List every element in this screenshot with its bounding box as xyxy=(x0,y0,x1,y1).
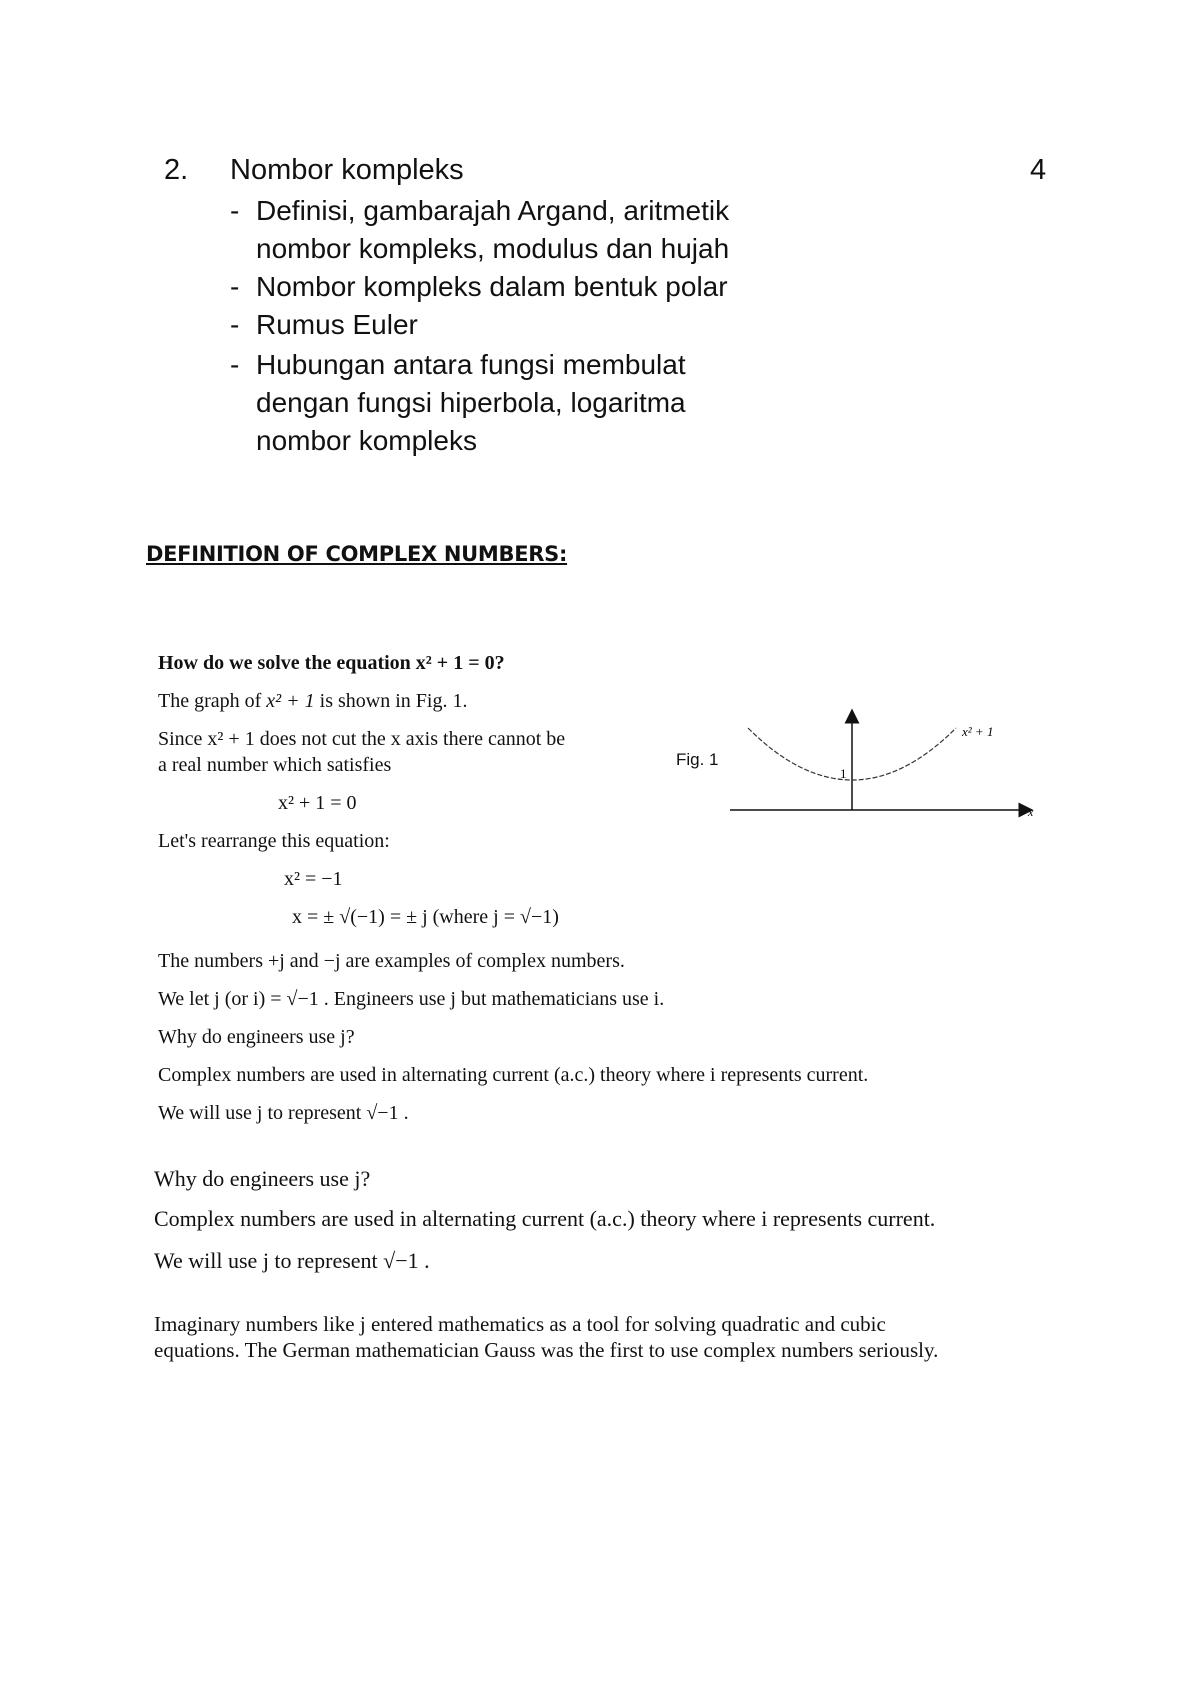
bullet-line: Definisi, gambarajah Argand, aritmetik xyxy=(256,195,730,226)
why-line: Why do engineers use j? xyxy=(158,1026,355,1048)
willuse-line-2: We will use j to represent √−1 . xyxy=(154,1248,430,1273)
rearrange-line: Let's rearrange this equation: xyxy=(158,830,390,852)
equation-1: x² + 1 = 0 xyxy=(278,792,357,814)
bullet-line: dengan fungsi hiperbola, logaritma xyxy=(256,387,686,418)
bullet-hyperbolic: - Hubungan antara fungsi membulat dengan fungsi hiperbola, logaritma nombor kompleks xyxy=(230,346,256,384)
since-line-2: a real number which satisfies xyxy=(158,754,392,776)
bullet-line: nombor kompleks xyxy=(256,425,477,456)
section-heading: DEFINITION OF COMPLEX NUMBERS: xyxy=(146,542,568,566)
bullet-line: Nombor kompleks dalam bentuk polar xyxy=(256,271,728,302)
equation-2: x² = −1 xyxy=(284,868,343,890)
welet-line: We let j (or i) = √−1 . Engineers use j but mathematicians use i. xyxy=(158,988,665,1010)
complex-line: Complex numbers are used in alternating current (a.c.) theory where i represents current. xyxy=(158,1064,869,1086)
curve-label: x² + 1 xyxy=(962,724,994,739)
bullet-euler: - Rumus Euler xyxy=(230,306,256,344)
topic-title: Nombor kompleks xyxy=(230,154,464,186)
since-line-1: Since x² + 1 does not cut the x axis there cannot be xyxy=(158,728,566,750)
bullet-definition: - Definisi, gambarajah Argand, aritmetik nombor kompleks, modulus dan hujah xyxy=(230,192,256,230)
bullet-line: Hubungan antara fungsi membulat xyxy=(256,349,686,380)
equation-3: x = ± √(−1) = ± j (where j = √−1) xyxy=(292,906,559,928)
topic-number: 2. xyxy=(164,154,189,186)
figure-1-graph xyxy=(730,700,1040,826)
bullet-line: Rumus Euler xyxy=(256,309,418,340)
intercept-label: 1 xyxy=(840,766,847,781)
graph-line: The graph of x² + 1 is shown in Fig. 1. xyxy=(158,690,468,712)
numbers-line: The numbers +j and −j are examples of complex numbers. xyxy=(158,950,625,972)
complex-line-2: Complex numbers are used in alternating current (a.c.) theory where i represents current. xyxy=(154,1206,936,1231)
topic-hours: 4 xyxy=(1030,154,1047,186)
closing-line-2: equations. The German mathematician Gauss was the first to use complex numbers seriously. xyxy=(154,1338,939,1362)
figure-label: Fig. 1 xyxy=(676,750,719,769)
bullet-line: nombor kompleks, modulus dan hujah xyxy=(256,233,730,264)
x-axis-label: x xyxy=(1028,805,1034,819)
question-equation: x² + 1 = 0 xyxy=(415,652,495,674)
why-line-2: Why do engineers use j? xyxy=(154,1166,371,1191)
willuse-line: We will use j to represent √−1 . xyxy=(158,1102,409,1124)
closing-line-1: Imaginary numbers like j entered mathematics as a tool for solving quadratic and cubic xyxy=(154,1312,886,1336)
question-line: How do we solve the equation x² + 1 = 0? xyxy=(158,652,505,674)
bullet-polar: - Nombor kompleks dalam bentuk polar xyxy=(230,268,256,306)
